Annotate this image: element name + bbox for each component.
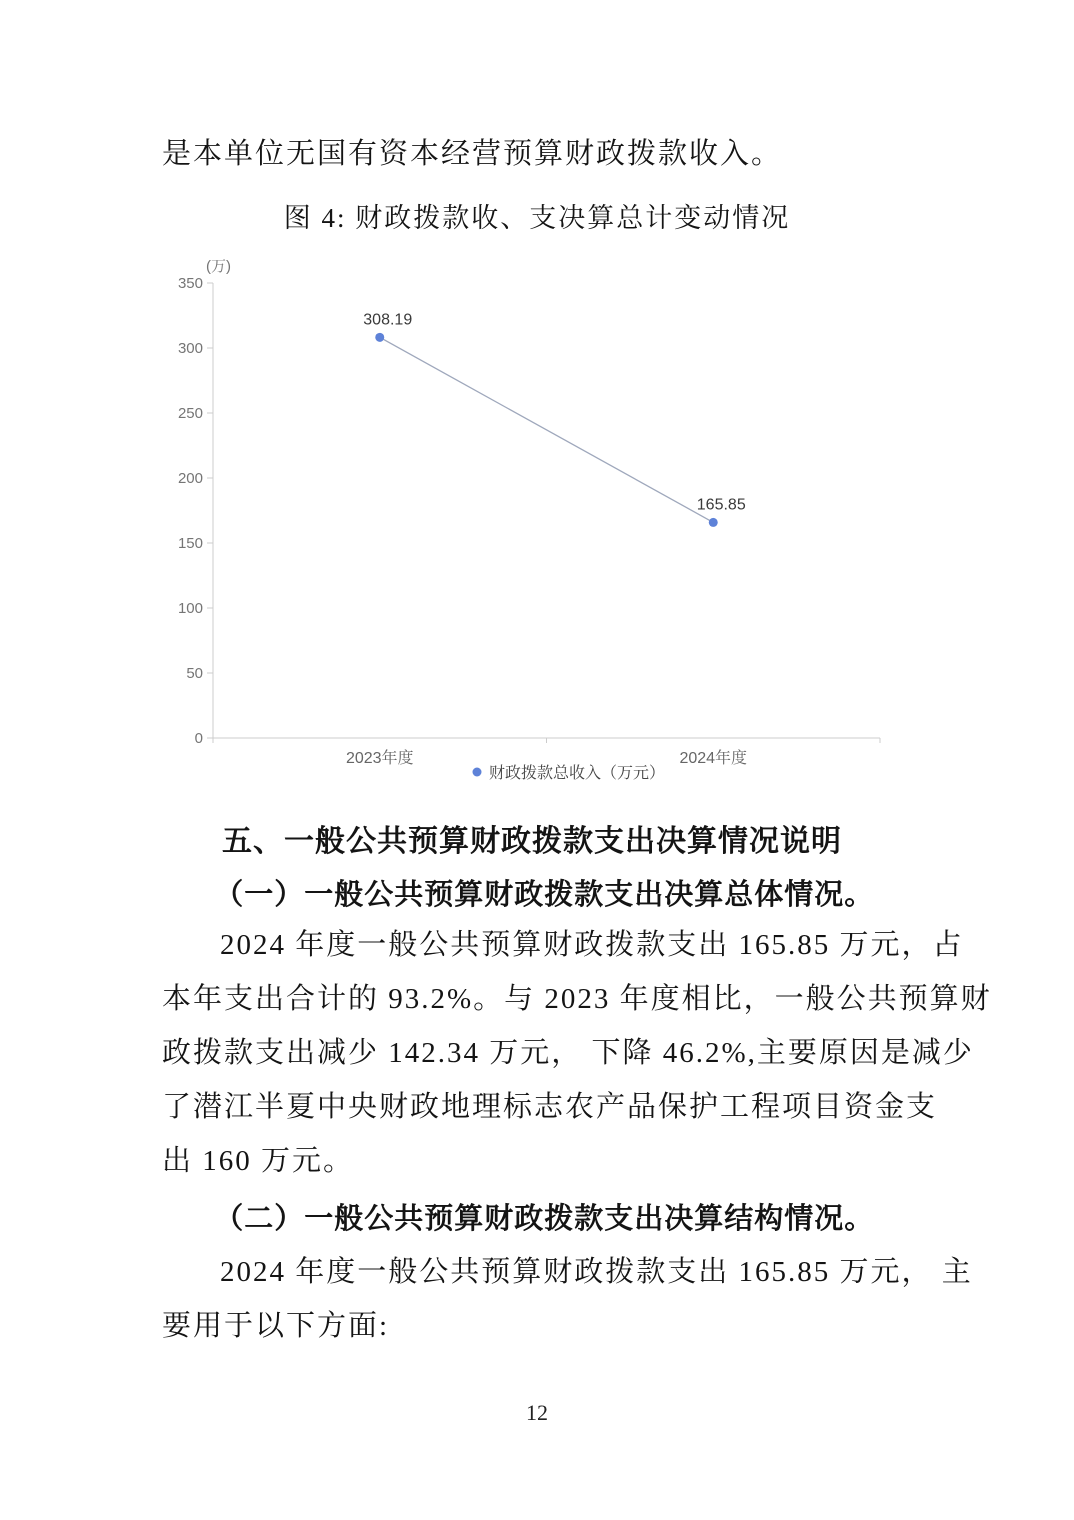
x-axis-label: 2024年度 — [679, 750, 748, 767]
paragraph-line: 要用于以下方面: — [162, 1310, 390, 1342]
legend-marker-icon — [473, 768, 482, 777]
series-line — [380, 337, 714, 522]
paragraph-line: 出 160 万元。 — [162, 1145, 355, 1177]
y-tick-label: 350 — [177, 275, 203, 292]
data-point-label: 165.85 — [696, 496, 746, 514]
figure-caption: 图 4: 财政拨款收、支决算总计变动情况 — [283, 203, 791, 233]
subsection-1-heading: （一）一般公共预算财政拨款支出决算总体情况。 — [214, 879, 875, 911]
data-point — [375, 333, 384, 342]
data-point-label: 308.19 — [363, 311, 413, 329]
y-tick-label: 200 — [177, 470, 203, 487]
subsection-2-heading: （二）一般公共预算财政拨款支出决算结构情况。 — [214, 1203, 875, 1235]
y-tick-label: 150 — [177, 535, 203, 552]
paragraph-line: 本年支出合计的 93.2%。与 2023 年度相比，一般公共预算财 — [162, 983, 992, 1015]
y-tick-label: 100 — [177, 600, 203, 617]
legend-label: 财政拨款总收入（万元） — [489, 765, 666, 782]
data-point — [709, 518, 718, 527]
axis-unit-label: (万) — [206, 258, 231, 275]
y-tick-label: 50 — [186, 665, 203, 682]
paragraph-line: 了潜江半夏中央财政地理标志农产品保护工程项目资金支 — [162, 1091, 938, 1123]
page-number: 12 — [526, 1400, 548, 1425]
paragraph-line: 2024 年度一般公共预算财政拨款支出 165.85 万元，占 — [220, 929, 964, 961]
paragraph-2 — [162, 1245, 973, 1353]
y-tick-label: 0 — [194, 730, 203, 747]
y-tick-label: 300 — [177, 340, 203, 357]
x-axis-label: 2023年度 — [345, 750, 414, 767]
paragraph-line: 2024 年度一般公共预算财政拨款支出 165.85 万元， 主 — [220, 1256, 973, 1288]
line-chart — [0, 250, 1074, 795]
paragraph-1 — [162, 918, 992, 1188]
intro-paragraph-line: 是本单位无国有资本经营预算财政拨款收入。 — [162, 138, 783, 170]
section-heading: 五、一般公共预算财政拨款支出决算情况说明 — [222, 825, 842, 858]
paragraph-line: 政拨款支出减少 142.34 万元， 下降 46.2%,主要原因是减少 — [162, 1037, 974, 1069]
y-tick-label: 250 — [177, 405, 203, 422]
